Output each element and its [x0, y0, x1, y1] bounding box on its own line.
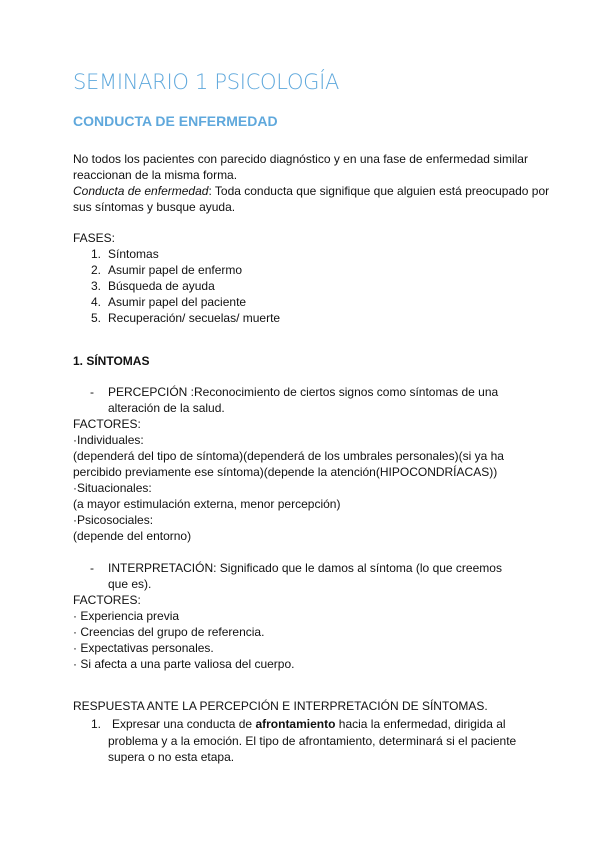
respuesta-item-number: 1.	[90, 717, 101, 731]
respuesta-line-2: problema y a la emoción. El tipo de afrontamiento, determinará si el paciente	[108, 734, 517, 748]
fase-item: 3. Búsqueda de ayuda	[90, 279, 215, 293]
factor-psicosociales: ·Psicosociales:	[73, 513, 154, 527]
factor-situacionales: ·Situacionales:	[73, 481, 152, 495]
fase-item: 1. Síntomas	[90, 247, 159, 261]
factor-item: · Creencias del grupo de referencia.	[73, 625, 265, 639]
intro-line-1: No todos los pacientes con parecido diagnóstico y en una fase de enfermedad similar	[73, 152, 528, 166]
percepcion-bullet: -	[90, 385, 94, 399]
factores-label-2: FACTORES:	[73, 593, 141, 607]
factores-label: FACTORES:	[73, 417, 141, 431]
fase-item: 2. Asumir papel de enfermo	[90, 263, 243, 277]
fases-label: FASES:	[73, 231, 116, 245]
section-subtitle: CONDUCTA DE ENFERMEDAD	[73, 113, 278, 129]
interpretacion-line-2: que es).	[108, 577, 152, 591]
section-heading-sintomas: 1. SÍNTOMAS	[73, 354, 150, 368]
percepcion-line-1: PERCEPCIÓN :Reconocimiento de ciertos signos como síntomas de una	[108, 385, 499, 399]
fase-item: 5. Recuperación/ secuelas/ muerte	[90, 311, 281, 325]
factor-item: · Expectativas personales.	[73, 641, 214, 655]
factor-item: · Si afecta a una parte valiosa del cuerpo.	[73, 657, 295, 671]
respuesta-line-3: supera o no esta etapa.	[108, 750, 235, 764]
definition-term: Conducta de enfermedad	[73, 184, 209, 198]
situacionales-detail: (a mayor estimulación externa, menor percepción)	[73, 497, 341, 511]
fase-item: 4. Asumir papel del paciente	[90, 295, 247, 309]
intro-line-2: reaccionan de la misma forma.	[73, 168, 238, 182]
definition-line-1	[73, 183, 549, 199]
afrontamiento-term: afrontamiento	[255, 717, 336, 731]
definition-line-2: sus síntomas y busque ayuda.	[73, 200, 236, 214]
factor-item: · Experiencia previa	[73, 609, 180, 623]
factor-individuales: ·Individuales:	[73, 433, 144, 447]
definition-text: : Toda conducta que signifique que alguien está preocupado por	[208, 184, 550, 198]
respuesta-line-1: Expresar una conducta de afrontamiento hacia la enfermedad, dirigida al	[112, 717, 506, 731]
individuales-detail-1: (dependerá del tipo de síntoma)(dependerá de los umbrales personales)(si ya ha	[73, 449, 504, 463]
percepcion-line-2: alteración de la salud.	[108, 401, 225, 415]
interpretacion-bullet: -	[90, 561, 94, 575]
page-title: SEMINARIO 1 PSICOLOGÍA	[73, 70, 340, 94]
psicosociales-detail: (depende del entorno)	[73, 529, 192, 543]
individuales-detail-2: percibido previamente ese síntoma)(depende la atención(HIPOCONDRÍACAS))	[73, 465, 498, 479]
respuesta-heading: RESPUESTA ANTE LA PERCEPCIÓN E INTERPRETACIÓN DE SÍNTOMAS.	[73, 699, 488, 713]
interpretacion-line-1: INTERPRETACIÓN: Significado que le damos al síntoma (lo que creemos	[108, 561, 502, 575]
